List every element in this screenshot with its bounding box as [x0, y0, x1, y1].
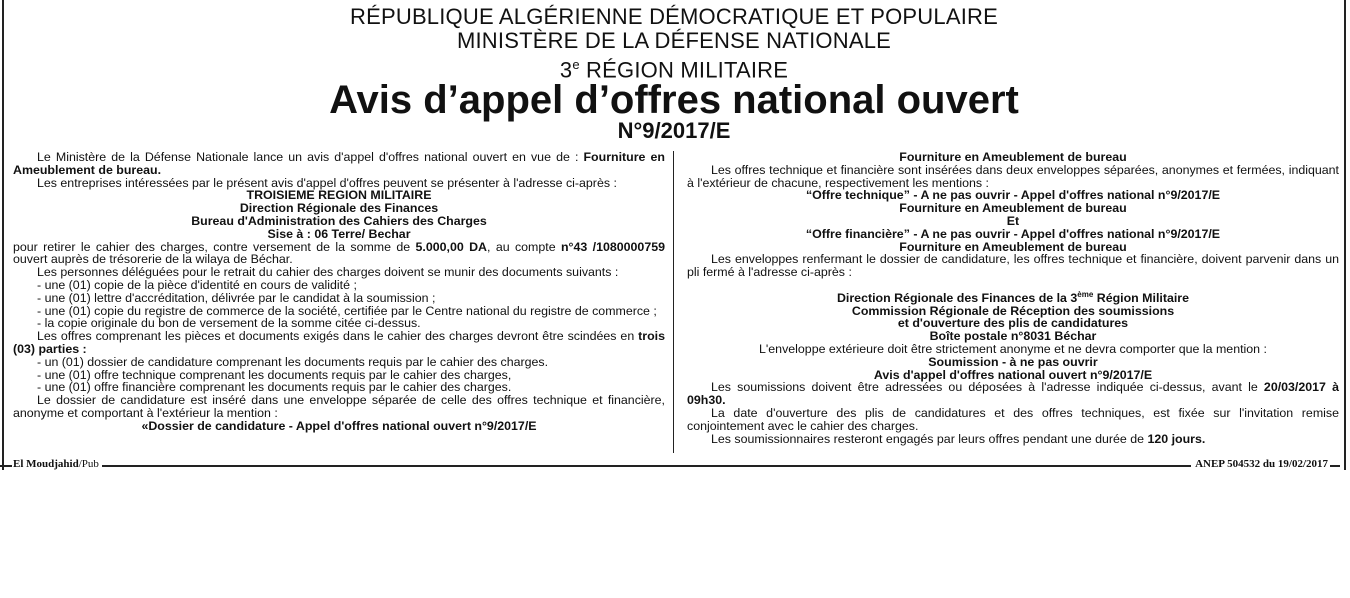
intro-paragraph: Le Ministère de la Défense Nationale lance un avis d'appel d'offres national ouvert en vue de : Fourniture en Ameublement de bureau.: [13, 150, 665, 177]
list-item: - une (01) lettre d'accréditation, délivrée par le candidat à la soumission ;: [37, 290, 436, 305]
address-line: Commission Régionale de Réception des soumissions: [851, 303, 1175, 318]
mention-line: Et: [1006, 213, 1020, 228]
mention-line: Avis d'appel d'offres national ouvert n°9/2017/E: [873, 367, 1153, 382]
address-line: Direction Régionale des Finances: [239, 201, 439, 216]
ministry-heading: MINISTÈRE DE LA DÉFENSE NATIONALE: [456, 28, 892, 53]
list-item: - un (01) dossier de candidature comprenant les documents requis par le cahier des charges.: [37, 354, 549, 369]
address-line: TROISIEME REGION MILITAIRE: [246, 188, 432, 203]
paragraph: Les personnes déléguées pour le retrait du cahier des charges doivent se munir des documents suivants :: [37, 265, 619, 280]
paragraph: Les entreprises intéressées par le présent avis d'appel d'offres peuvent se présenter à l'adresse ci-après :: [37, 175, 617, 190]
column-divider: [673, 151, 674, 453]
footer: [0, 457, 1340, 473]
deadline-paragraph: Les soumissions doivent être adressées ou déposées à l'adresse indiquée ci-dessus, avant le 20/03/2017 à 09h30.: [687, 380, 1339, 408]
address-line: Bureau d'Administration des Cahiers des Charges: [191, 213, 487, 228]
payment-paragraph: pour retirer le cahier des charges, contre versement de la somme de 5.000,00 DA, au compte n°43 /1080000759 ouvert auprès de trésorerie de la wilaya de Béchar.: [13, 239, 665, 267]
paragraph: Les offres technique et financière sont insérées dans deux enveloppes séparées, anonymes et fermées, indiquant à l'extérieur de chacune, respectivement les mentions :: [687, 162, 1339, 190]
list-item: - une (01) copie du registre de commerce de la société, certifiée par le Centre national du registre de commerce ;: [37, 303, 657, 318]
address-line: Sise à : 06 Terre/ Bechar: [267, 226, 411, 241]
candidature-mention: «Dossier de candidature - Appel d'offres national ouvert n°9/2017/E: [141, 418, 537, 433]
paragraph: L'enveloppe extérieure doit être strictement anonyme et ne devra comporter que la mention :: [759, 341, 1267, 356]
address-line: et d'ouverture des plis de candidatures: [897, 316, 1129, 331]
address-line: Boîte postale n°8031 Béchar: [929, 329, 1097, 344]
address-line: Direction Régionale des Finances de la 3ème Région Militaire: [836, 289, 1190, 305]
validity-paragraph: Les soumissionnaires resteront engagés par leurs offres pendant une durée de 120 jours.: [711, 431, 1206, 446]
left-column: [13, 151, 665, 433]
list-item: - une (01) copie de la pièce d'identité en cours de validité ;: [37, 277, 357, 292]
mention-line: “Offre technique” - A ne pas ouvrir - Appel d'offres national n°9/2017/E: [805, 188, 1221, 203]
publication-credit: El Moudjahid/Pub: [12, 458, 102, 470]
paragraph: Les offres comprenant les pièces et documents exigés dans le cahier des charges devront être scindées en trois (03) parties :: [13, 329, 665, 356]
anep-reference: ANEP 504532 du 19/02/2017: [1191, 458, 1330, 470]
region-heading: 3e RÉGION MILITAIRE: [559, 57, 789, 83]
paragraph: Les enveloppes renfermant le dossier de candidature, les offres technique et financière, doivent parvenir dans un pli fermé à l'adresse ci-après :: [687, 252, 1339, 280]
mention-line: Soumission - à ne pas ouvrir: [928, 354, 1098, 369]
paragraph: La date d'ouverture des plis de candidatures et des offres techniques, est fixée sur l'invitation remise conjointement avec le cahier des charges.: [687, 405, 1339, 433]
paragraph: Le dossier de candidature est inséré dans une enveloppe séparée de celle des offres technique et financière, anonyme et comportant à l'extérieur la mention :: [13, 393, 665, 420]
notice-number: N°9/2017/E: [617, 118, 731, 143]
list-item: - une (01) offre financière comprenant les documents requis par le cahier des charges.: [37, 380, 512, 395]
mention-line: Fourniture en Ameublement de bureau: [899, 239, 1127, 254]
notice-title: Avis d’appel d’offres national ouvert: [329, 78, 1019, 122]
mention-line: Fourniture en Ameublement de bureau: [899, 150, 1127, 164]
tender-notice: [2, 0, 1346, 470]
list-item: - la copie originale du bon de versement de la somme citée ci-dessus.: [37, 316, 421, 331]
right-column: [687, 151, 1339, 445]
footer-rule: [0, 465, 1340, 467]
republic-heading: RÉPUBLIQUE ALGÉRIENNE DÉMOCRATIQUE ET POPULAIRE: [350, 4, 998, 29]
mention-line: Fourniture en Ameublement de bureau: [899, 201, 1127, 216]
mention-line: “Offre financière” - A ne pas ouvrir - Appel d'offres national n°9/2017/E: [805, 226, 1221, 241]
list-item: - une (01) offre technique comprenant les documents requis par le cahier des charges,: [37, 367, 512, 382]
